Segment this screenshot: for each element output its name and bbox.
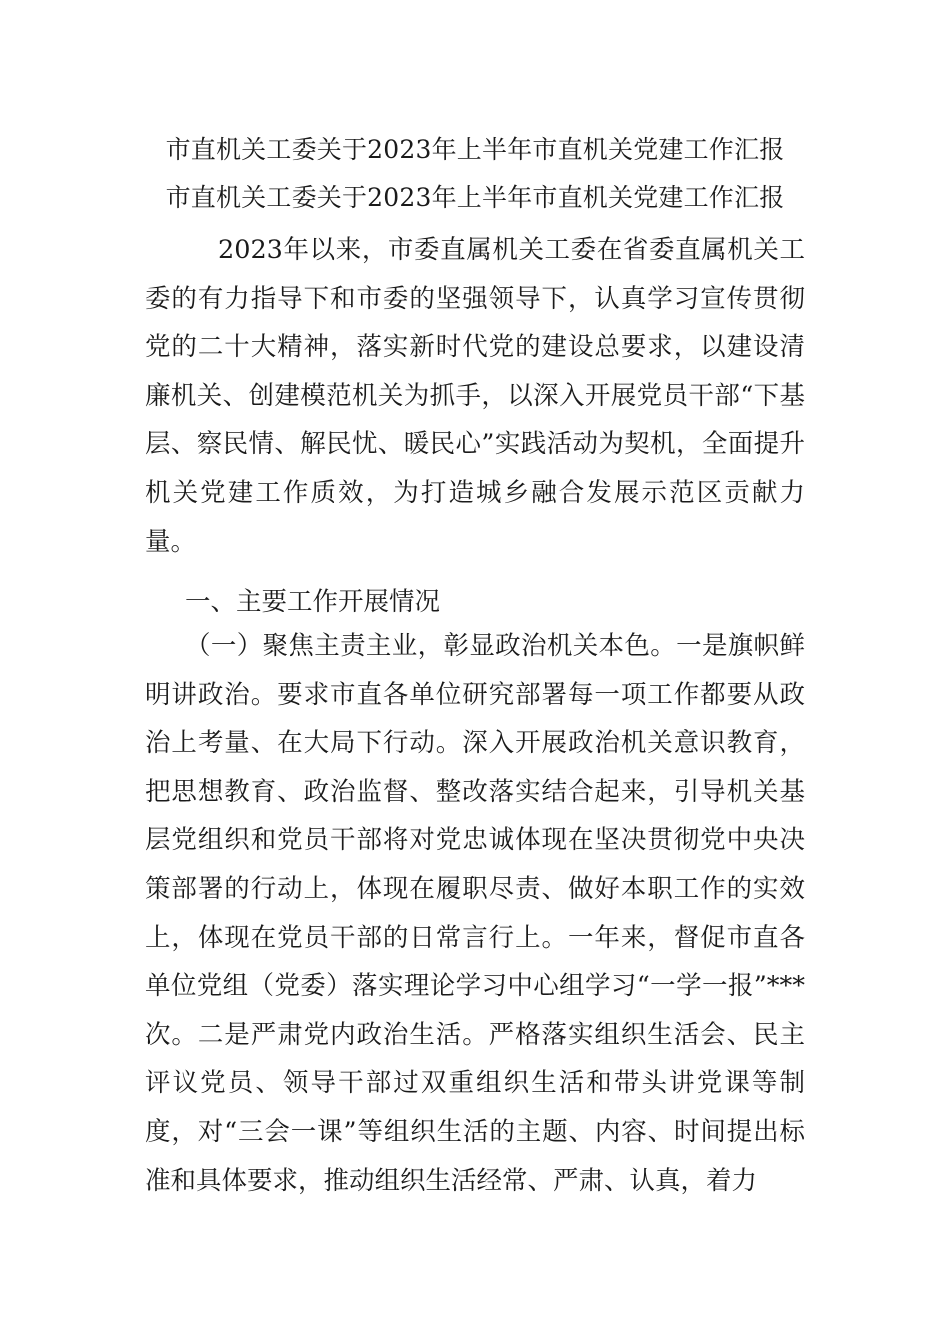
document-title: 市直机关工委关于2023年上半年市直机关党建工作汇报 xyxy=(165,135,785,164)
section-paragraph: （一）聚焦主责主业，彰显政治机关本色。一是旗帜鲜明讲政治。要求市直各单位研究部署每一项工作都要从政治上考量、在大局下行动。深入开展政治机关意识教育，把思想教育、政治监督、整改落实结合起来，引导机关基层党组织和党员干部将对党忠诚体现在坚决贯彻党中央决策部署的行动上，体现在履职尽责、做好本职工作的实效上，体现在党员干部的日常言行上。一年来，督促市直各单位党组（党委）落实理论学习中心组学习“一学一报”***次。二是严肃党内政治生活。严格落实组织生活会、民主评议党员、领导干部过双重组织生活和带头讲党课等制度，对“三会一课”等组织生活的主题、内容、时间提出标准和具体要求，推动组织生活经常、严肃、认真，着力 xyxy=(145,631,805,1196)
intro-paragraph: 2023年以来，市委直属机关工委在省委直属机关工委的有力指导下和市委的坚强领导下，认真学习宣传贯彻党的二十大精神，落实新时代党的建设总要求，以建设清廉机关、创建模范机关为抓手，以深入开展党员干部“下基层、察民情、解民忧、暖民心”实践活动为契机，全面提升机关党建工作质效，为打造城乡融合发展示范区贡献力量。 xyxy=(145,235,805,557)
section-heading: 一、主要工作开展情况 xyxy=(185,587,441,617)
document-title-repeat: 市直机关工委关于2023年上半年市直机关党建工作汇报 xyxy=(165,183,785,212)
